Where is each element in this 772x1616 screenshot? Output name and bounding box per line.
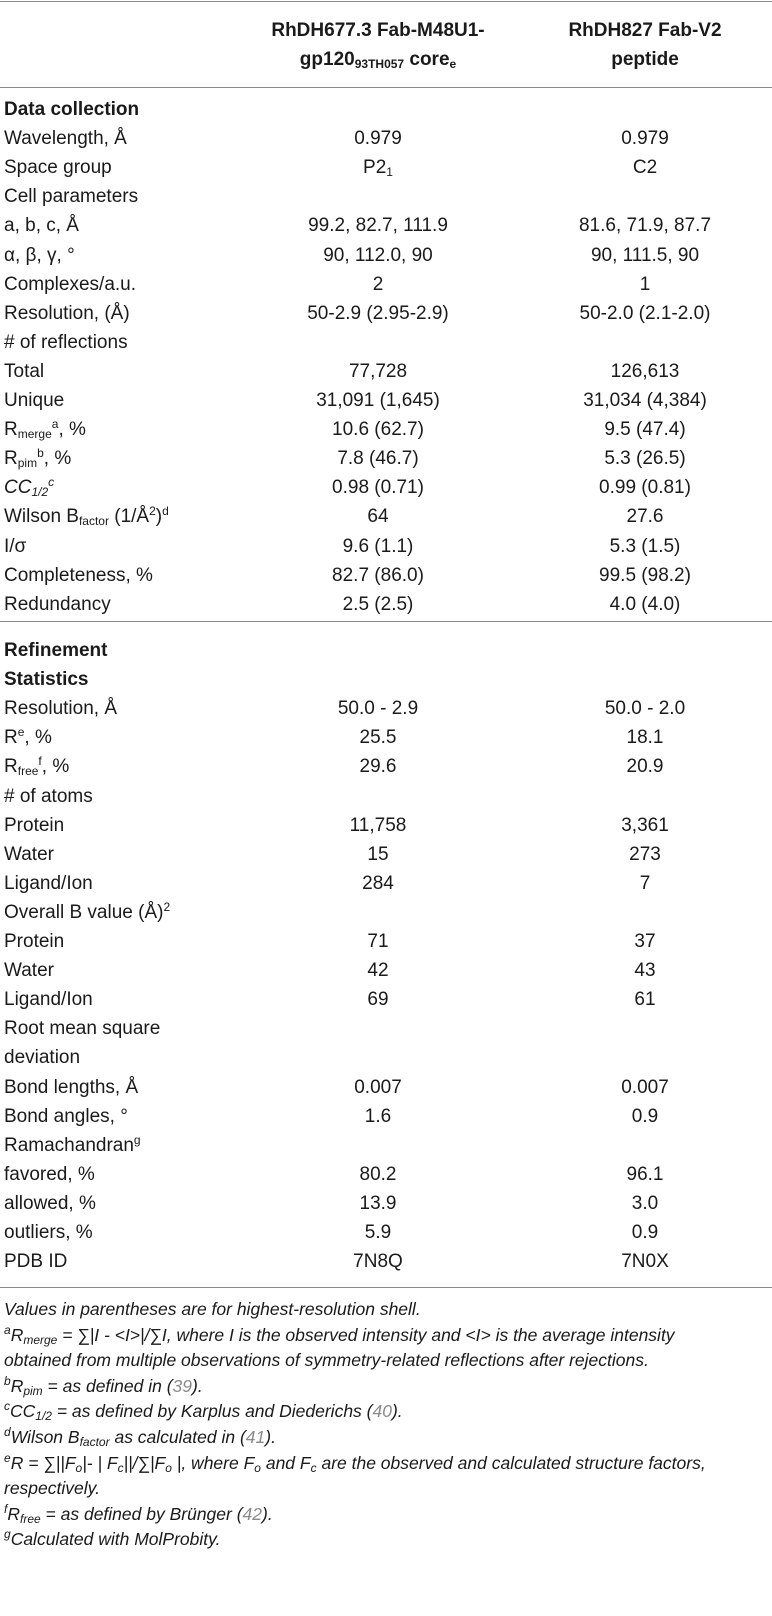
row-label: Redundancy (4, 593, 111, 615)
table-row (0, 502, 772, 531)
cell-rhdh827: 4.0 (4.0) (609, 593, 681, 615)
cell-rhdh827: 5.3 (1.5) (609, 535, 681, 557)
column-header-1-line2: $gp120_{93TH057}$ core$_e$ (299, 49, 457, 71)
footnote-g: $^g$Calculated with MolProbity. (4, 1527, 221, 1550)
row-label: Ramachandran$^g$ (4, 1132, 141, 1156)
cell-rhdh677: 7.8 (46.7) (337, 448, 419, 470)
table-row (0, 1014, 772, 1043)
row-label: $R_{pim}^b$, % (4, 446, 72, 471)
top-rule (0, 1, 772, 2)
cell-rhdh827: 50-2.0 (2.1-2.0) (579, 302, 711, 324)
column-header-2 (535, 16, 755, 74)
cell-rhdh677: 42 (367, 960, 389, 982)
table-row (0, 723, 772, 752)
table-row (0, 898, 772, 927)
footnote-a-continued: obtained from multiple observations of symmetry-related reflections after rejections. (4, 1350, 649, 1371)
row-label: outliers, % (4, 1222, 93, 1243)
cell-rhdh677: 2 (372, 273, 384, 295)
row-label: PDB ID (4, 1251, 68, 1273)
cell-rhdh827: 0.9 (631, 1105, 659, 1127)
table-row (0, 182, 772, 211)
table-row (0, 956, 772, 985)
reference-link-41[interactable]: 41 (245, 1426, 266, 1447)
row-label: a, b, c, Å (4, 215, 79, 237)
cell-rhdh827: 9.5 (47.4) (604, 419, 686, 441)
cell-rhdh827: 0.99 (0.81) (599, 477, 691, 499)
cell-rhdh677: 0.007 (354, 1076, 402, 1098)
cell-rhdh677: 11,758 (349, 814, 407, 836)
cell-rhdh827: 37 (634, 931, 656, 952)
table-row (0, 811, 772, 840)
table-row (0, 590, 772, 619)
row-label: $R_{merge}^a$, % (4, 417, 86, 442)
section-heading (0, 95, 772, 124)
table-row (0, 211, 772, 240)
cell-rhdh827: 96.1 (626, 1163, 664, 1185)
table-row (0, 1102, 772, 1131)
row-label: $R_{free}^f$, % (4, 754, 70, 779)
row-label: Water (4, 843, 54, 865)
row-label: Statistics (4, 669, 89, 691)
row-label: Bond angles, ° (4, 1105, 128, 1127)
table-row (0, 782, 772, 811)
cell-rhdh827: 27.6 (626, 506, 664, 528)
row-label: Total (4, 360, 45, 382)
table-row (0, 869, 772, 898)
cell-rhdh827: 3.0 (631, 1192, 659, 1214)
row-label: Cell parameters (4, 186, 139, 208)
row-label: Space group (4, 157, 112, 179)
table-row (0, 1073, 772, 1102)
row-label: Unique (4, 390, 65, 411)
cell-rhdh677: 7N8Q (353, 1251, 403, 1273)
row-label: Ligand/Ion (4, 872, 93, 894)
row-label: Wilson $B_{factor}$ $(1/Å^2)^d$ (4, 504, 169, 529)
cell-rhdh677: 64 (367, 506, 389, 528)
table-row (0, 473, 772, 502)
row-label: # of atoms (4, 785, 93, 807)
table-row (0, 124, 772, 153)
table-row (0, 444, 772, 473)
table-footnotes (4, 1297, 770, 1553)
table-row (0, 561, 772, 590)
cell-rhdh827: 0.9 (631, 1222, 659, 1243)
cell-rhdh677: 90, 112.0, 90 (323, 244, 433, 266)
cell-rhdh677: 0.98 (0.71) (332, 477, 424, 499)
table-row (0, 270, 772, 299)
column-header-2-line2: peptide (611, 49, 679, 70)
section-heading (0, 636, 772, 665)
section-rule (0, 621, 772, 622)
cell-rhdh677: 15 (367, 843, 389, 865)
row-label: α, β, γ, ° (4, 244, 75, 266)
footnote-e-continued: respectively. (4, 1478, 100, 1499)
cell-rhdh827: 7N0X (621, 1251, 669, 1273)
cell-rhdh677: 50.0 - 2.9 (337, 698, 419, 720)
table-row (0, 1218, 772, 1247)
reference-link-40[interactable]: 40 (372, 1401, 392, 1422)
cell-rhdh677: 10.6 (62.7) (332, 419, 424, 441)
cell-rhdh827: 90, 111.5, 90 (590, 244, 700, 266)
cell-rhdh677: 71 (367, 931, 389, 952)
cell-rhdh827: 3,361 (621, 814, 669, 836)
table-row (0, 840, 772, 869)
row-label: deviation (4, 1047, 81, 1069)
table-row (0, 299, 772, 328)
footnote-c: $^cCC_{1/2}$ = as defined by Karplus and Diederichs (40). (4, 1399, 403, 1424)
column-header-2-line1: RhDH827 Fab-V2 (568, 20, 722, 41)
row-label: I/σ (4, 535, 27, 557)
row-label: Bond lengths, Å (4, 1076, 139, 1098)
row-label: Data collection (4, 99, 140, 120)
table-row (0, 386, 772, 415)
footnote-e: $^eR = \sum||F_o|-$ | $F_c||/\sum|F_o$ |, where $F_o$ and $F_c$ are the observed and calculated structure factors, (4, 1450, 706, 1475)
cell-rhdh677: 1.6 (364, 1105, 392, 1127)
table-row (0, 153, 772, 182)
row-label: Protein (4, 931, 65, 952)
table-row (0, 241, 772, 270)
cell-rhdh827: 50.0 - 2.0 (604, 698, 686, 720)
cell-rhdh827: 0.007 (621, 1076, 669, 1098)
table-row (0, 1131, 772, 1160)
cell-rhdh827: 18.1 (626, 727, 664, 749)
row-label: Resolution, (Å) (4, 302, 130, 324)
table-row (0, 752, 772, 781)
table-row (0, 1247, 772, 1276)
column-header-1 (228, 16, 528, 74)
footnote-parentheses: Values in parentheses are for highest-resolution shell. (4, 1299, 421, 1319)
cell-rhdh827: 99.5 (98.2) (599, 564, 691, 586)
footer-rule (0, 1287, 772, 1288)
row-label: Overall B value (Å)$^2$ (4, 899, 171, 923)
row-label: $R^e$, % (4, 725, 52, 749)
cell-rhdh677: 25.5 (359, 727, 397, 749)
table-row (0, 357, 772, 386)
cell-rhdh827: 20.9 (626, 756, 664, 778)
cell-rhdh677: 69 (367, 989, 389, 1011)
table-row (0, 985, 772, 1014)
row-label: # of reflections (4, 331, 128, 353)
row-label: favored, % (4, 1163, 95, 1185)
reference-link-42[interactable]: 42 (242, 1503, 262, 1524)
row-label: Wavelength, Å (4, 128, 127, 150)
footnote-d: $^d$Wilson $B_{factor}$ as calculated in (41). (4, 1424, 276, 1449)
cell-rhdh677: 29.6 (359, 756, 397, 778)
table-row (0, 694, 772, 723)
table-row (0, 1189, 772, 1218)
cell-rhdh827: 7 (639, 872, 651, 894)
footnote-f: $^fR_{free}$ = as defined by Brünger (42). (4, 1501, 273, 1526)
cell-rhdh827: 31,034 (4,384) (583, 390, 707, 411)
footnote-a: $^aR_{merge} = \sum|I - <I>|/\sum I$, where I is the observed intensity and <I> is the average intensity (4, 1322, 675, 1347)
row-label: Ligand/Ion (4, 989, 93, 1011)
row-label: Completeness, % (4, 564, 153, 586)
cell-rhdh677: 284 (362, 872, 394, 894)
cell-rhdh827: 61 (634, 989, 656, 1011)
cell-rhdh677: 80.2 (359, 1163, 397, 1185)
footnote-b: $^bR_{pim}$ = as defined in (39). (4, 1373, 203, 1398)
row-label: Refinement (4, 640, 108, 661)
row-label: Water (4, 960, 54, 982)
reference-link-39[interactable]: 39 (172, 1375, 193, 1396)
row-label: Complexes/a.u. (4, 273, 137, 295)
cell-rhdh827: 0.979 (621, 128, 669, 150)
table-row (0, 328, 772, 357)
cell-rhdh827: 43 (634, 960, 656, 982)
cell-rhdh827: 273 (629, 843, 661, 865)
table-row (0, 927, 772, 956)
cell-rhdh677: 13.9 (359, 1192, 397, 1214)
cell-rhdh677: 77,728 (348, 360, 408, 382)
cell-rhdh827: 1 (639, 273, 651, 295)
cell-rhdh827: C2 (632, 157, 658, 179)
cell-rhdh677: 99.2, 82.7, 111.9 (308, 215, 448, 237)
table-row (0, 415, 772, 444)
row-label: allowed, % (4, 1192, 96, 1214)
row-label: $CC_{1/2}^c$ (4, 475, 55, 500)
cell-rhdh677: 31,091 (1,645) (316, 390, 440, 411)
cell-rhdh677: $P2_1$ (363, 157, 393, 180)
cell-rhdh827: 126,613 (610, 360, 680, 382)
row-label: Protein (4, 814, 65, 836)
row-label: Resolution, Å (4, 698, 118, 720)
section-heading (0, 665, 772, 694)
row-label: Root mean square (4, 1018, 161, 1040)
table-row (0, 1043, 772, 1072)
header-rule (0, 87, 772, 88)
table-row (0, 532, 772, 561)
cell-rhdh827: 5.3 (26.5) (604, 448, 686, 470)
cell-rhdh677: 9.6 (1.1) (342, 535, 414, 557)
column-header-1-line1: RhDH677.3 Fab-M48U1- (271, 20, 485, 41)
cell-rhdh677: 50-2.9 (2.95-2.9) (307, 302, 449, 324)
cell-rhdh827: 81.6, 71.9, 87.7 (578, 215, 712, 237)
table-row (0, 1160, 772, 1189)
cell-rhdh677: 5.9 (364, 1222, 392, 1243)
cell-rhdh677: 2.5 (2.5) (342, 593, 414, 615)
cell-rhdh677: 82.7 (86.0) (332, 564, 424, 586)
cell-rhdh677: 0.979 (354, 128, 402, 150)
